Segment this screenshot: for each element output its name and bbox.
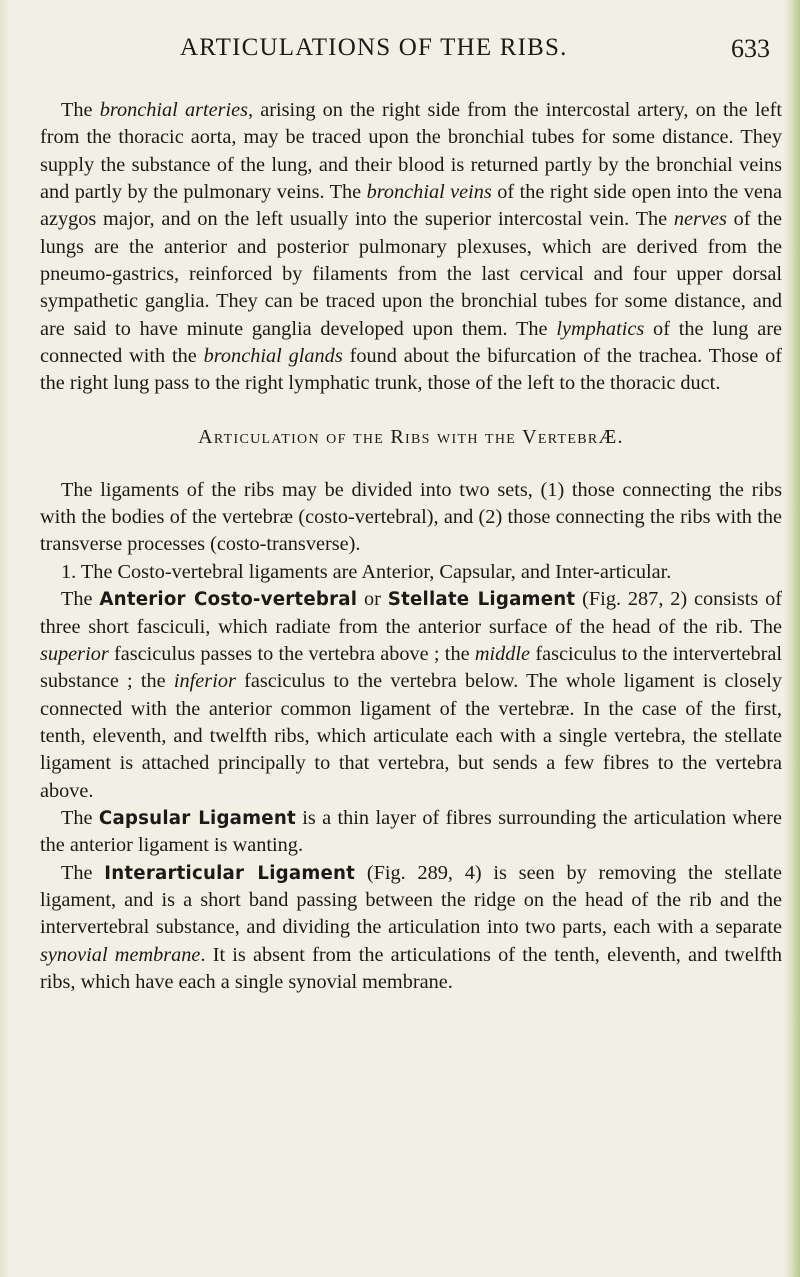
text-run: The <box>61 806 99 829</box>
italic-term-superior: superior <box>40 642 109 665</box>
text-run: or <box>357 588 388 611</box>
paragraph-ligament-sets: The ligaments of the ribs may be divided into two sets, (1) those connecting the ribs with the bodies of the vertebræ (costo-vertebral), and (2) those connecting the ribs with the transverse processes (costo-transverse). <box>40 478 782 556</box>
text-run: (Fig. 287, 2) consists of three short fasciculi, which radiate from the anterior surface of the head of the rib. The <box>40 588 783 638</box>
paragraph-capsular-ligament <box>40 805 782 860</box>
text-run: fasciculus passes to the vertebra above ; the <box>108 642 475 665</box>
text-run: , arising on the right side from the intercostal artery, on the left from the thoracic aorta, may be traced upon the bronchial tubes for some distance. They supply the substance of the lung, and their blood is returned partly by the bronchial veins and partly by the pulmonary veins. The <box>40 99 782 204</box>
body-text <box>40 97 782 996</box>
text-run: of the lung are connected with the <box>40 317 782 368</box>
text-run: The <box>61 99 100 121</box>
text-run: fasciculus to the intervertebral substance ; the <box>40 642 782 693</box>
italic-term-middle: middle <box>474 642 531 665</box>
text-run: The <box>61 588 100 611</box>
paragraph-stellate-ligament <box>40 586 782 805</box>
bold-term-capsular-ligament: Capsular Ligament <box>98 807 296 829</box>
section-heading: Articulation of the Ribs with the VertebrÆ. <box>198 425 624 448</box>
bold-term-anterior-costo-vertebral: Anterior Costo-vertebral <box>99 589 358 611</box>
bold-term-interarticular-ligament: Interarticular Ligament <box>104 862 356 884</box>
paragraph-costo-vertebral-list: 1. The Costo-vertebral ligaments are Anterior, Capsular, and Inter-articular. <box>61 560 672 583</box>
text-run: is a thin layer of fibres surrounding the articulation where the anterior ligament is wanting. <box>40 806 782 857</box>
italic-term-bronchial-arteries: bronchial arteries <box>99 99 249 121</box>
page-number: 633 <box>731 34 770 63</box>
italic-term-bronchial-veins: bronchial veins <box>366 181 492 204</box>
bold-term-stellate-ligament: Stellate Ligament <box>387 589 576 611</box>
italic-term-nerves: nerves <box>673 208 727 231</box>
italic-term-lymphatics: lymphatics <box>556 317 645 340</box>
text-run: . It is absent from the articulations of the tenth, eleventh, and twelfth ribs, which have each a single synovial membrane. <box>40 943 782 993</box>
paragraph-interarticular-ligament <box>40 860 782 997</box>
text-run: (Fig. 289, 4) is seen by removing the stellate ligament, and is a short band passing between the ridge on the head of the rib and the intervertebral substance, and dividing the articulation into two parts, each with a separate <box>40 861 782 939</box>
italic-term-bronchial-glands: bronchial glands <box>203 345 343 368</box>
page-edge-stain <box>784 0 800 1277</box>
running-title: ARTICULATIONS OF THE RIBS. <box>180 34 568 61</box>
italic-term-synovial-membrane: synovial membrane <box>40 943 201 966</box>
text-run: of the lungs are the anterior and posterior pulmonary plexuses, which are derived from the pneumo-gastrics, reinforced by filaments from the last cervical and four upper dorsal sympathetic ganglia. They can be traced upon the bronchial tubes for some distance, and are said to have minute ganglia developed upon them. The <box>40 208 782 340</box>
paragraph-bronchial-vessels <box>40 97 782 398</box>
text-run: found about the bifurcation of the trachea. Those of the right lung pass to the right lymphatic trunk, those of the left to the thoracic duct. <box>40 345 783 395</box>
page-gutter-shadow <box>0 0 10 1277</box>
text-run: The <box>61 861 105 884</box>
page-header <box>40 34 780 74</box>
text-run: fasciculus to the vertebra below. The whole ligament is closely connected with the anterior common ligament of the vertebræ. In the case of the first, tenth, eleventh, and twelfth ribs, which articulate each with a single vertebra, the stellate ligament is attached principally to that vertebra, but sends a few fibres to the vertebra above. <box>40 670 782 802</box>
text-run: of the right side open into the vena azygos major, and on the left usually into the superior intercostal vein. The <box>40 181 783 231</box>
italic-term-inferior: inferior <box>173 670 236 693</box>
